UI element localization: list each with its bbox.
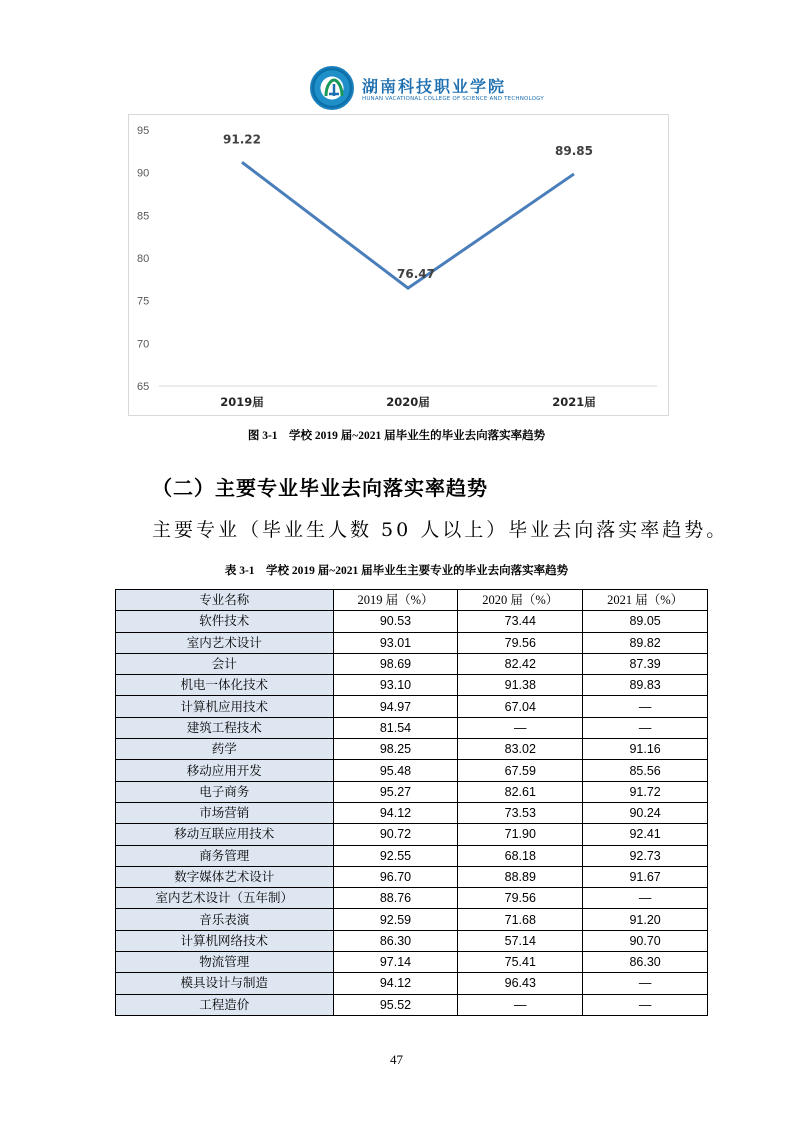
major-name-cell: 数字媒体艺术设计	[116, 866, 334, 887]
major-name-cell: 会计	[116, 653, 334, 674]
table-row	[116, 802, 708, 823]
rate-cell-2021: 87.39	[583, 653, 708, 674]
section-heading: （二）主要专业毕业去向落实率趋势	[152, 476, 488, 500]
rate-cell-2021: 90.70	[583, 930, 708, 951]
major-name-cell: 移动互联应用技术	[116, 824, 334, 845]
rate-cell-2021: 90.24	[583, 802, 708, 823]
rate-cell-2020: 83.02	[458, 739, 583, 760]
major-name-cell: 室内艺术设计（五年制）	[116, 888, 334, 909]
y-tick-label: 95	[137, 125, 150, 137]
rate-cell-2020: 57.14	[458, 930, 583, 951]
major-name-cell: 音乐表演	[116, 909, 334, 930]
y-tick-label: 70	[137, 338, 150, 351]
rate-cell-2020: 91.38	[458, 675, 583, 696]
rate-cell-2021: 92.73	[583, 845, 708, 866]
major-name-cell: 建筑工程技术	[116, 717, 334, 738]
table-row	[116, 675, 708, 696]
major-name-cell: 模具设计与制造	[116, 973, 334, 994]
rate-cell-2019: 97.14	[333, 952, 458, 973]
rate-cell-2021: 91.16	[583, 739, 708, 760]
table-row	[116, 994, 708, 1015]
table-row	[116, 909, 708, 930]
table-row	[116, 611, 708, 632]
rate-cell-2021: 89.83	[583, 675, 708, 696]
major-name-cell: 室内艺术设计	[116, 632, 334, 653]
table-row	[116, 930, 708, 951]
page-header	[310, 66, 544, 116]
rate-cell-2020: 75.41	[458, 952, 583, 973]
header-2020: 2020 届（%）	[458, 590, 583, 611]
table-row	[116, 653, 708, 674]
header-2019: 2019 届（%）	[333, 590, 458, 611]
school-name: 湖南科技职业学院	[362, 77, 507, 96]
table-caption: 表 3-1 学校 2019 届~2021 届毕业生主要专业的毕业去向落实率趋势	[224, 565, 569, 577]
y-tick-label: 65	[137, 381, 150, 393]
table-row	[116, 952, 708, 973]
major-name-cell: 软件技术	[116, 611, 334, 632]
rate-cell-2020: 71.68	[458, 909, 583, 930]
y-tick-label: 80	[137, 253, 150, 265]
rate-cell-2020: 82.42	[458, 653, 583, 674]
rate-cell-2020: —	[458, 994, 583, 1015]
x-tick-label: 2021届	[552, 395, 596, 409]
table-row	[116, 696, 708, 717]
rate-cell-2019: 92.55	[333, 845, 458, 866]
rate-cell-2019: 95.48	[333, 760, 458, 781]
major-name-cell: 药学	[116, 739, 334, 760]
rate-cell-2020: —	[458, 717, 583, 738]
rate-cell-2019: 98.25	[333, 739, 458, 760]
data-label: 76.47	[397, 267, 435, 282]
rate-cell-2019: 93.01	[333, 632, 458, 653]
major-name-cell: 移动应用开发	[116, 760, 334, 781]
data-label: 89.85	[555, 143, 593, 158]
y-tick-label: 90	[137, 167, 150, 180]
rate-cell-2021: 89.82	[583, 632, 708, 653]
table-row	[116, 760, 708, 781]
table-row	[116, 866, 708, 887]
table-row	[116, 632, 708, 653]
y-tick-label: 85	[137, 210, 150, 223]
rate-cell-2020: 68.18	[458, 845, 583, 866]
table-row	[116, 973, 708, 994]
rate-cell-2020: 73.44	[458, 611, 583, 632]
rate-cell-2019: 94.12	[333, 802, 458, 823]
rate-cell-2019: 90.72	[333, 824, 458, 845]
rate-cell-2020: 82.61	[458, 781, 583, 802]
rate-cell-2021: 85.56	[583, 760, 708, 781]
table-row	[116, 717, 708, 738]
table-header-row	[116, 590, 708, 611]
rate-cell-2020: 67.59	[458, 760, 583, 781]
table-row	[116, 845, 708, 866]
x-tick-label: 2019届	[220, 395, 264, 409]
rate-cell-2020: 73.53	[458, 802, 583, 823]
logo-emblem-icon	[320, 74, 348, 102]
rate-cell-2019: 95.52	[333, 994, 458, 1015]
major-name-cell: 计算机网络技术	[116, 930, 334, 951]
rate-cell-2020: 71.90	[458, 824, 583, 845]
rate-cell-2021: 91.67	[583, 866, 708, 887]
rate-cell-2021: 91.72	[583, 781, 708, 802]
data-label: 91.22	[223, 132, 261, 147]
intro-text: 主要专业（毕业生人数 50 人以上）毕业去向落实率趋势。	[152, 519, 729, 541]
rate-cell-2019: 93.10	[333, 675, 458, 696]
rate-cell-2021: —	[583, 973, 708, 994]
rate-cell-2021: 91.20	[583, 909, 708, 930]
table-row	[116, 781, 708, 802]
rate-cell-2021: —	[583, 994, 708, 1015]
table-row	[116, 888, 708, 909]
rate-cell-2020: 79.56	[458, 632, 583, 653]
rate-cell-2019: 92.59	[333, 909, 458, 930]
rate-cell-2020: 88.89	[458, 866, 583, 887]
rate-cell-2020: 96.43	[458, 973, 583, 994]
school-name-en: HUNAN VACATIONAL COLLEGE OF SCIENCE AND TECHNOLOGY	[362, 96, 544, 102]
header-2021: 2021 届（%）	[583, 590, 708, 611]
x-tick-label: 2020届	[386, 395, 430, 409]
rate-cell-2021: 92.41	[583, 824, 708, 845]
rate-cell-2019: 96.70	[333, 866, 458, 887]
rate-cell-2019: 94.12	[333, 973, 458, 994]
rate-cell-2019: 94.97	[333, 696, 458, 717]
major-name-cell: 机电一体化技术	[116, 675, 334, 696]
rate-cell-2019: 86.30	[333, 930, 458, 951]
school-logo	[310, 66, 354, 110]
chart-svg	[129, 115, 670, 417]
rate-cell-2021: 89.05	[583, 611, 708, 632]
rate-cell-2020: 79.56	[458, 888, 583, 909]
major-name-cell: 工程造价	[116, 994, 334, 1015]
rate-cell-2021: —	[583, 888, 708, 909]
rate-cell-2020: 67.04	[458, 696, 583, 717]
rate-cell-2019: 95.27	[333, 781, 458, 802]
major-name-cell: 商务管理	[116, 845, 334, 866]
rate-cell-2019: 98.69	[333, 653, 458, 674]
header-major: 专业名称	[116, 590, 334, 611]
rate-cell-2021: —	[583, 717, 708, 738]
rate-cell-2021: —	[583, 696, 708, 717]
table-row	[116, 739, 708, 760]
table-row	[116, 824, 708, 845]
major-name-cell: 市场营销	[116, 802, 334, 823]
major-name-cell: 物流管理	[116, 952, 334, 973]
rate-cell-2019: 90.53	[333, 611, 458, 632]
major-name-cell: 计算机应用技术	[116, 696, 334, 717]
major-name-cell: 电子商务	[116, 781, 334, 802]
y-tick-label: 75	[137, 295, 150, 308]
page-number: 47	[390, 1052, 403, 1067]
rate-cell-2019: 81.54	[333, 717, 458, 738]
rate-cell-2021: 86.30	[583, 952, 708, 973]
figure-caption: 图 3-1 学校 2019 届~2021 届毕业生的毕业去向落实率趋势	[247, 430, 546, 442]
rate-cell-2019: 88.76	[333, 888, 458, 909]
line-chart	[128, 114, 669, 416]
majors-table	[115, 589, 708, 1016]
